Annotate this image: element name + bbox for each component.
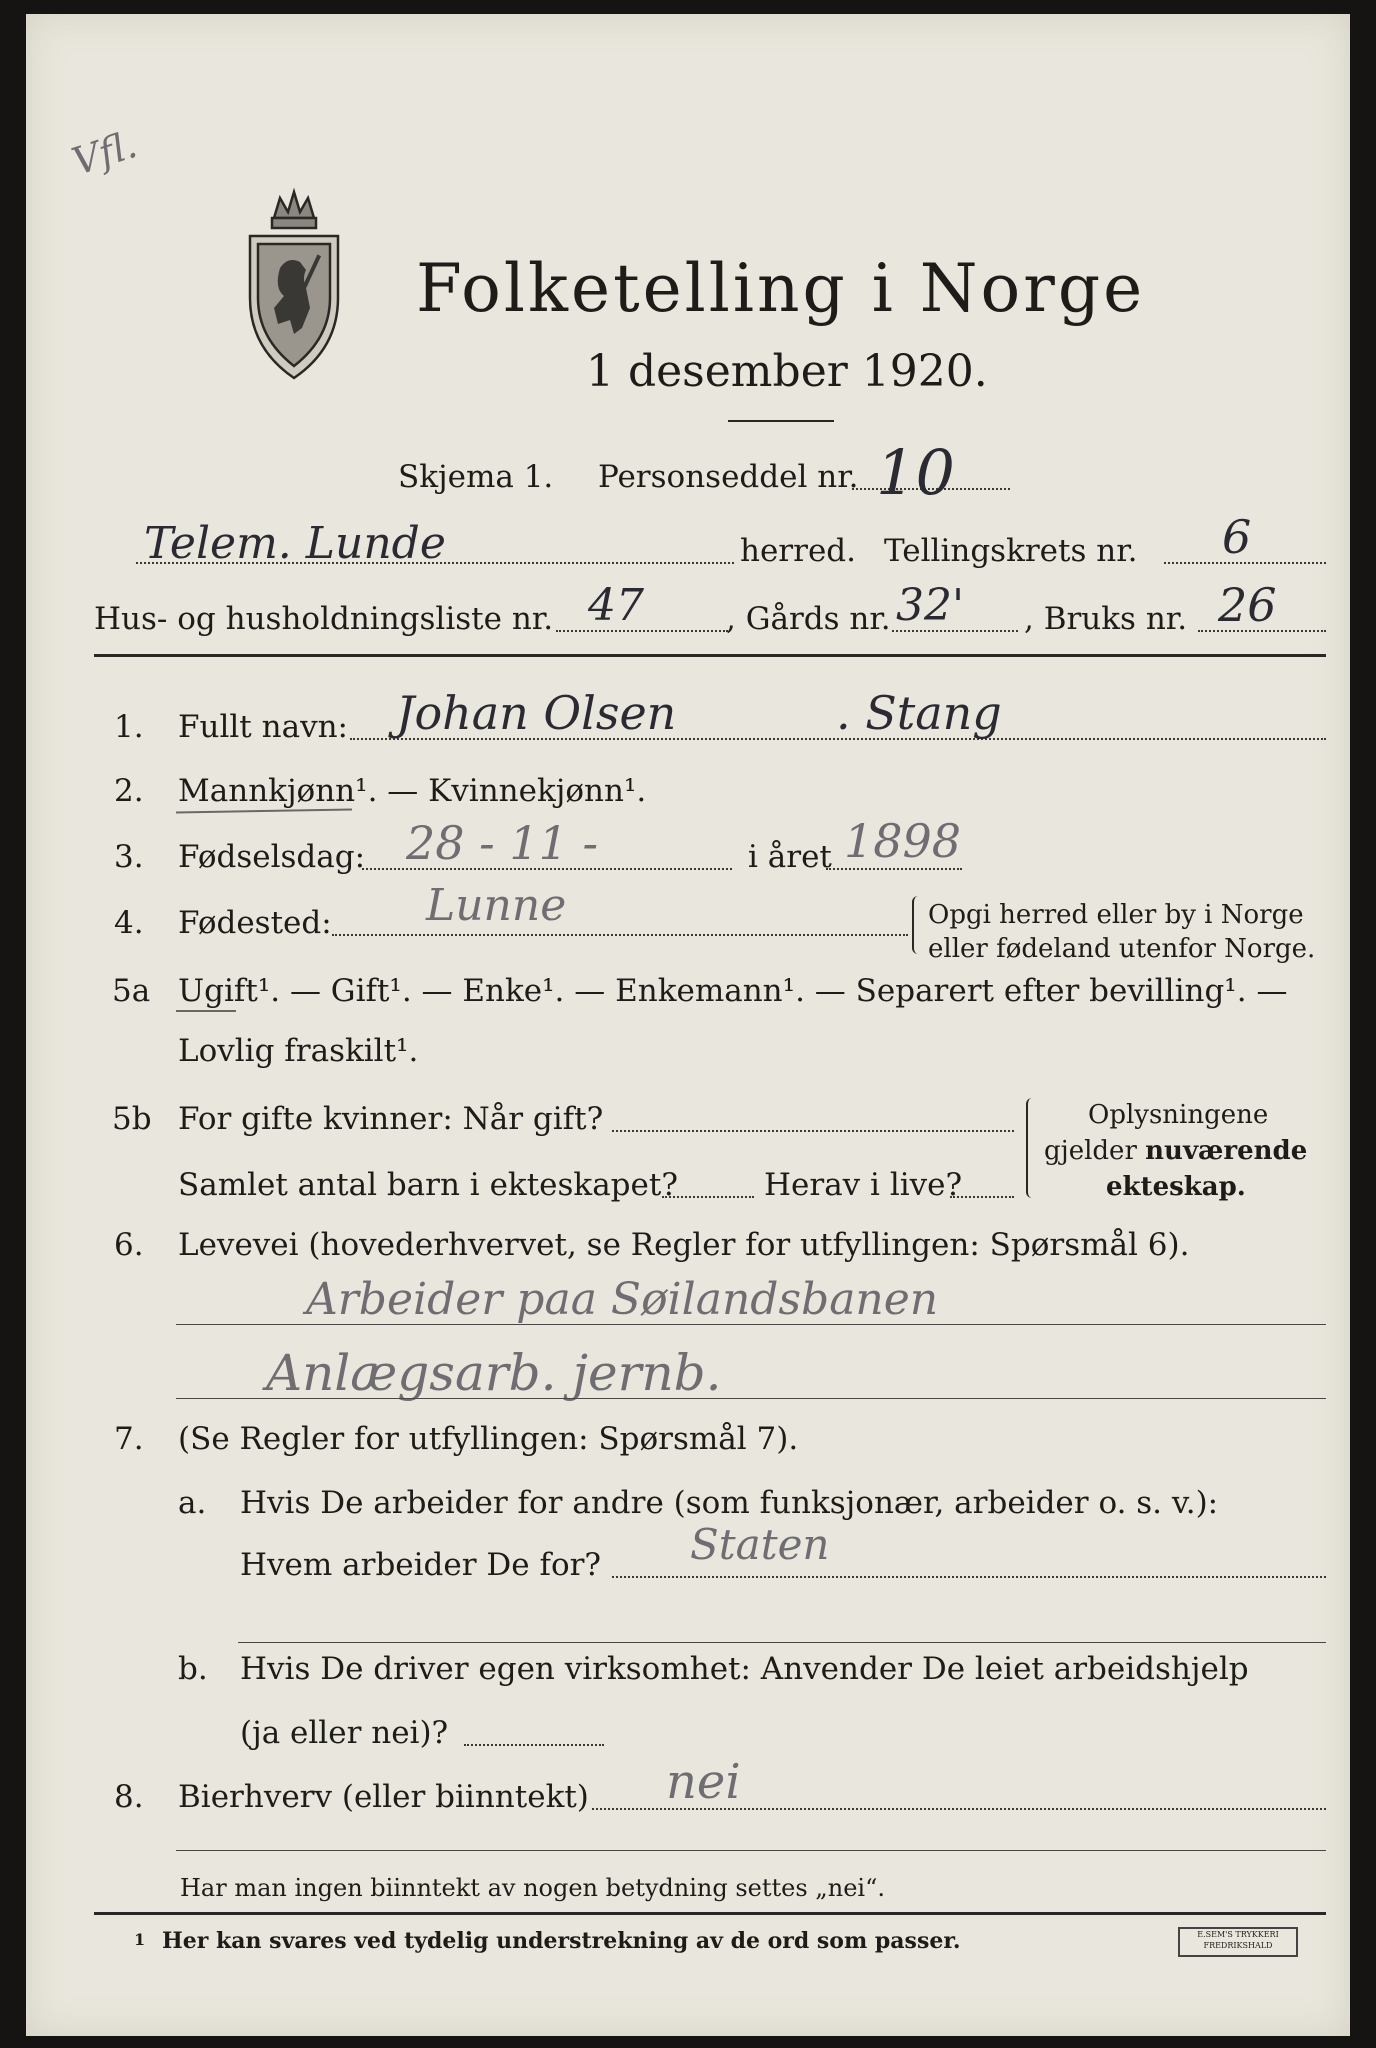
q8-number: 8.	[114, 1779, 144, 1815]
q7-label: (Se Regler for utfyllingen: Spørsmål 7).	[178, 1421, 799, 1457]
q5a-options-line2[interactable]: Lovlig fraskilt¹.	[178, 1033, 419, 1069]
q3-year-label: i året	[748, 839, 832, 875]
q7b-line	[464, 1744, 604, 1746]
q5b-note-brace	[1026, 1098, 1036, 1198]
q7a-value[interactable]: Staten	[690, 1520, 830, 1569]
skjema-label: Skjema 1.	[398, 459, 554, 495]
q7b-number: b.	[178, 1651, 208, 1687]
hus-label: Hus- og husholdningsliste nr.	[94, 601, 554, 637]
q1-label: Fullt navn:	[178, 709, 348, 745]
q6-line1	[176, 1324, 1326, 1325]
q7a-line2: Hvem arbeider De for?	[240, 1547, 602, 1583]
q7b-line1: Hvis De driver egen virksomhet: Anvender De leiet arbeidshjelp	[240, 1651, 1249, 1687]
gards-label: , Gårds nr.	[726, 601, 891, 637]
q6-label: Levevei (hovederhvervet, se Regler for utfyllingen: Spørsmål 6).	[178, 1227, 1190, 1263]
title-divider	[728, 420, 834, 422]
q4-note-line2: eller fødeland utenfor Norge.	[928, 934, 1316, 964]
q7a-line	[612, 1576, 1326, 1578]
q4-value[interactable]: Lunne	[426, 880, 567, 931]
q2-underline-mannkjonn	[176, 808, 352, 813]
hus-value[interactable]: 47	[588, 580, 644, 631]
q1-value[interactable]: Johan Olsen	[396, 686, 677, 740]
herred-line	[136, 562, 734, 564]
q3-value[interactable]: 28 - 11 -	[406, 816, 599, 870]
q8-extra-line	[176, 1850, 1326, 1851]
q5b-line1: For gifte kvinner: Når gift?	[178, 1101, 604, 1137]
footnote-divider	[94, 1912, 1326, 1915]
bruks-value[interactable]: 26	[1218, 578, 1277, 632]
q1-value-surname[interactable]: . Stang	[836, 686, 1002, 740]
q5b-married-line	[612, 1130, 1014, 1132]
q6-number: 6.	[114, 1227, 144, 1263]
q7a-number: a.	[178, 1485, 207, 1521]
herred-label: herred.	[740, 533, 856, 569]
q1-number: 1.	[114, 709, 144, 745]
q4-line	[332, 934, 908, 936]
q5b-alive-line	[950, 1196, 1014, 1198]
q4-note-brace	[912, 896, 922, 954]
q5b-note2: gjelder nuværende	[1044, 1136, 1308, 1166]
q4-number: 4.	[114, 905, 144, 941]
q7b-line2: (ja eller nei)?	[240, 1715, 449, 1751]
q5a-underline-ugift	[176, 1010, 236, 1012]
q7a-extra-line	[238, 1642, 1326, 1643]
header-divider	[94, 654, 1326, 657]
q8-label: Bierhverv (eller biinntekt)	[178, 1779, 589, 1815]
q6-line2	[176, 1398, 1326, 1399]
q5b-children-line	[662, 1196, 754, 1198]
q3-year-line	[826, 868, 962, 870]
page-title: Folketelling i Norge	[416, 250, 1146, 327]
census-date: 1 desember 1920.	[586, 346, 988, 397]
q7-number: 7.	[114, 1421, 144, 1457]
q7a-line1: Hvis De arbeider for andre (som funksjonær, arbeider o. s. v.):	[240, 1485, 1219, 1521]
bruks-label: , Bruks nr.	[1024, 601, 1188, 637]
tellingskrets-label: Tellingskrets nr.	[884, 533, 1138, 569]
gards-value[interactable]: 32'	[896, 580, 965, 631]
norway-coat-of-arms-icon	[244, 178, 344, 388]
q5a-options-line1[interactable]: Ugift¹. — Gift¹. — Enke¹. — Enkemann¹. — Separert efter bevilling¹. —	[178, 973, 1288, 1009]
q8-value[interactable]: nei	[666, 1754, 741, 1810]
q5b-line2a: Samlet antal barn i ekteskapet?	[178, 1167, 678, 1203]
q3-label: Fødselsdag:	[178, 839, 366, 875]
q4-note-line1: Opgi herred eller by i Norge	[928, 900, 1304, 930]
q6-answer1[interactable]: Arbeider paa Søilandsbanen	[306, 1274, 939, 1325]
q5b-number: 5b	[112, 1101, 152, 1137]
personseddel-label: Personseddel nr.	[598, 459, 859, 495]
q3-number: 3.	[114, 839, 144, 875]
tellingskrets-value[interactable]: 6	[1222, 510, 1252, 564]
footnote-text: Her kan svares ved tydelig understrekning av de ord som passer.	[162, 1928, 961, 1954]
footnote-mark: 1	[134, 1930, 146, 1949]
biinntekt-note: Har man ingen biinntekt av nogen betydning settes „nei“.	[180, 1874, 885, 1902]
q5b-note1: Oplysningene	[1088, 1100, 1269, 1130]
herred-value[interactable]: Telem. Lunde	[144, 518, 446, 569]
q3-year-value[interactable]: 1898	[844, 814, 962, 868]
q5b-line2b: Herav i live?	[764, 1167, 963, 1203]
margin-note: Vfl.	[66, 122, 143, 184]
q2-number: 2.	[114, 773, 144, 809]
q6-answer2[interactable]: Anlægsarb. jernb.	[266, 1344, 722, 1402]
personseddel-value[interactable]: 10	[876, 436, 955, 509]
q4-label: Fødested:	[178, 905, 332, 941]
q2-gender-options[interactable]: Mannkjønn¹. — Kvinnekjønn¹.	[178, 773, 647, 809]
q5a-number: 5a	[112, 973, 151, 1009]
printer-stamp: E.SEM'S TRYKKERI FREDRIKSHALD	[1178, 1927, 1298, 1957]
census-form	[26, 14, 1350, 2036]
q5b-note3: ekteskap.	[1106, 1172, 1246, 1202]
